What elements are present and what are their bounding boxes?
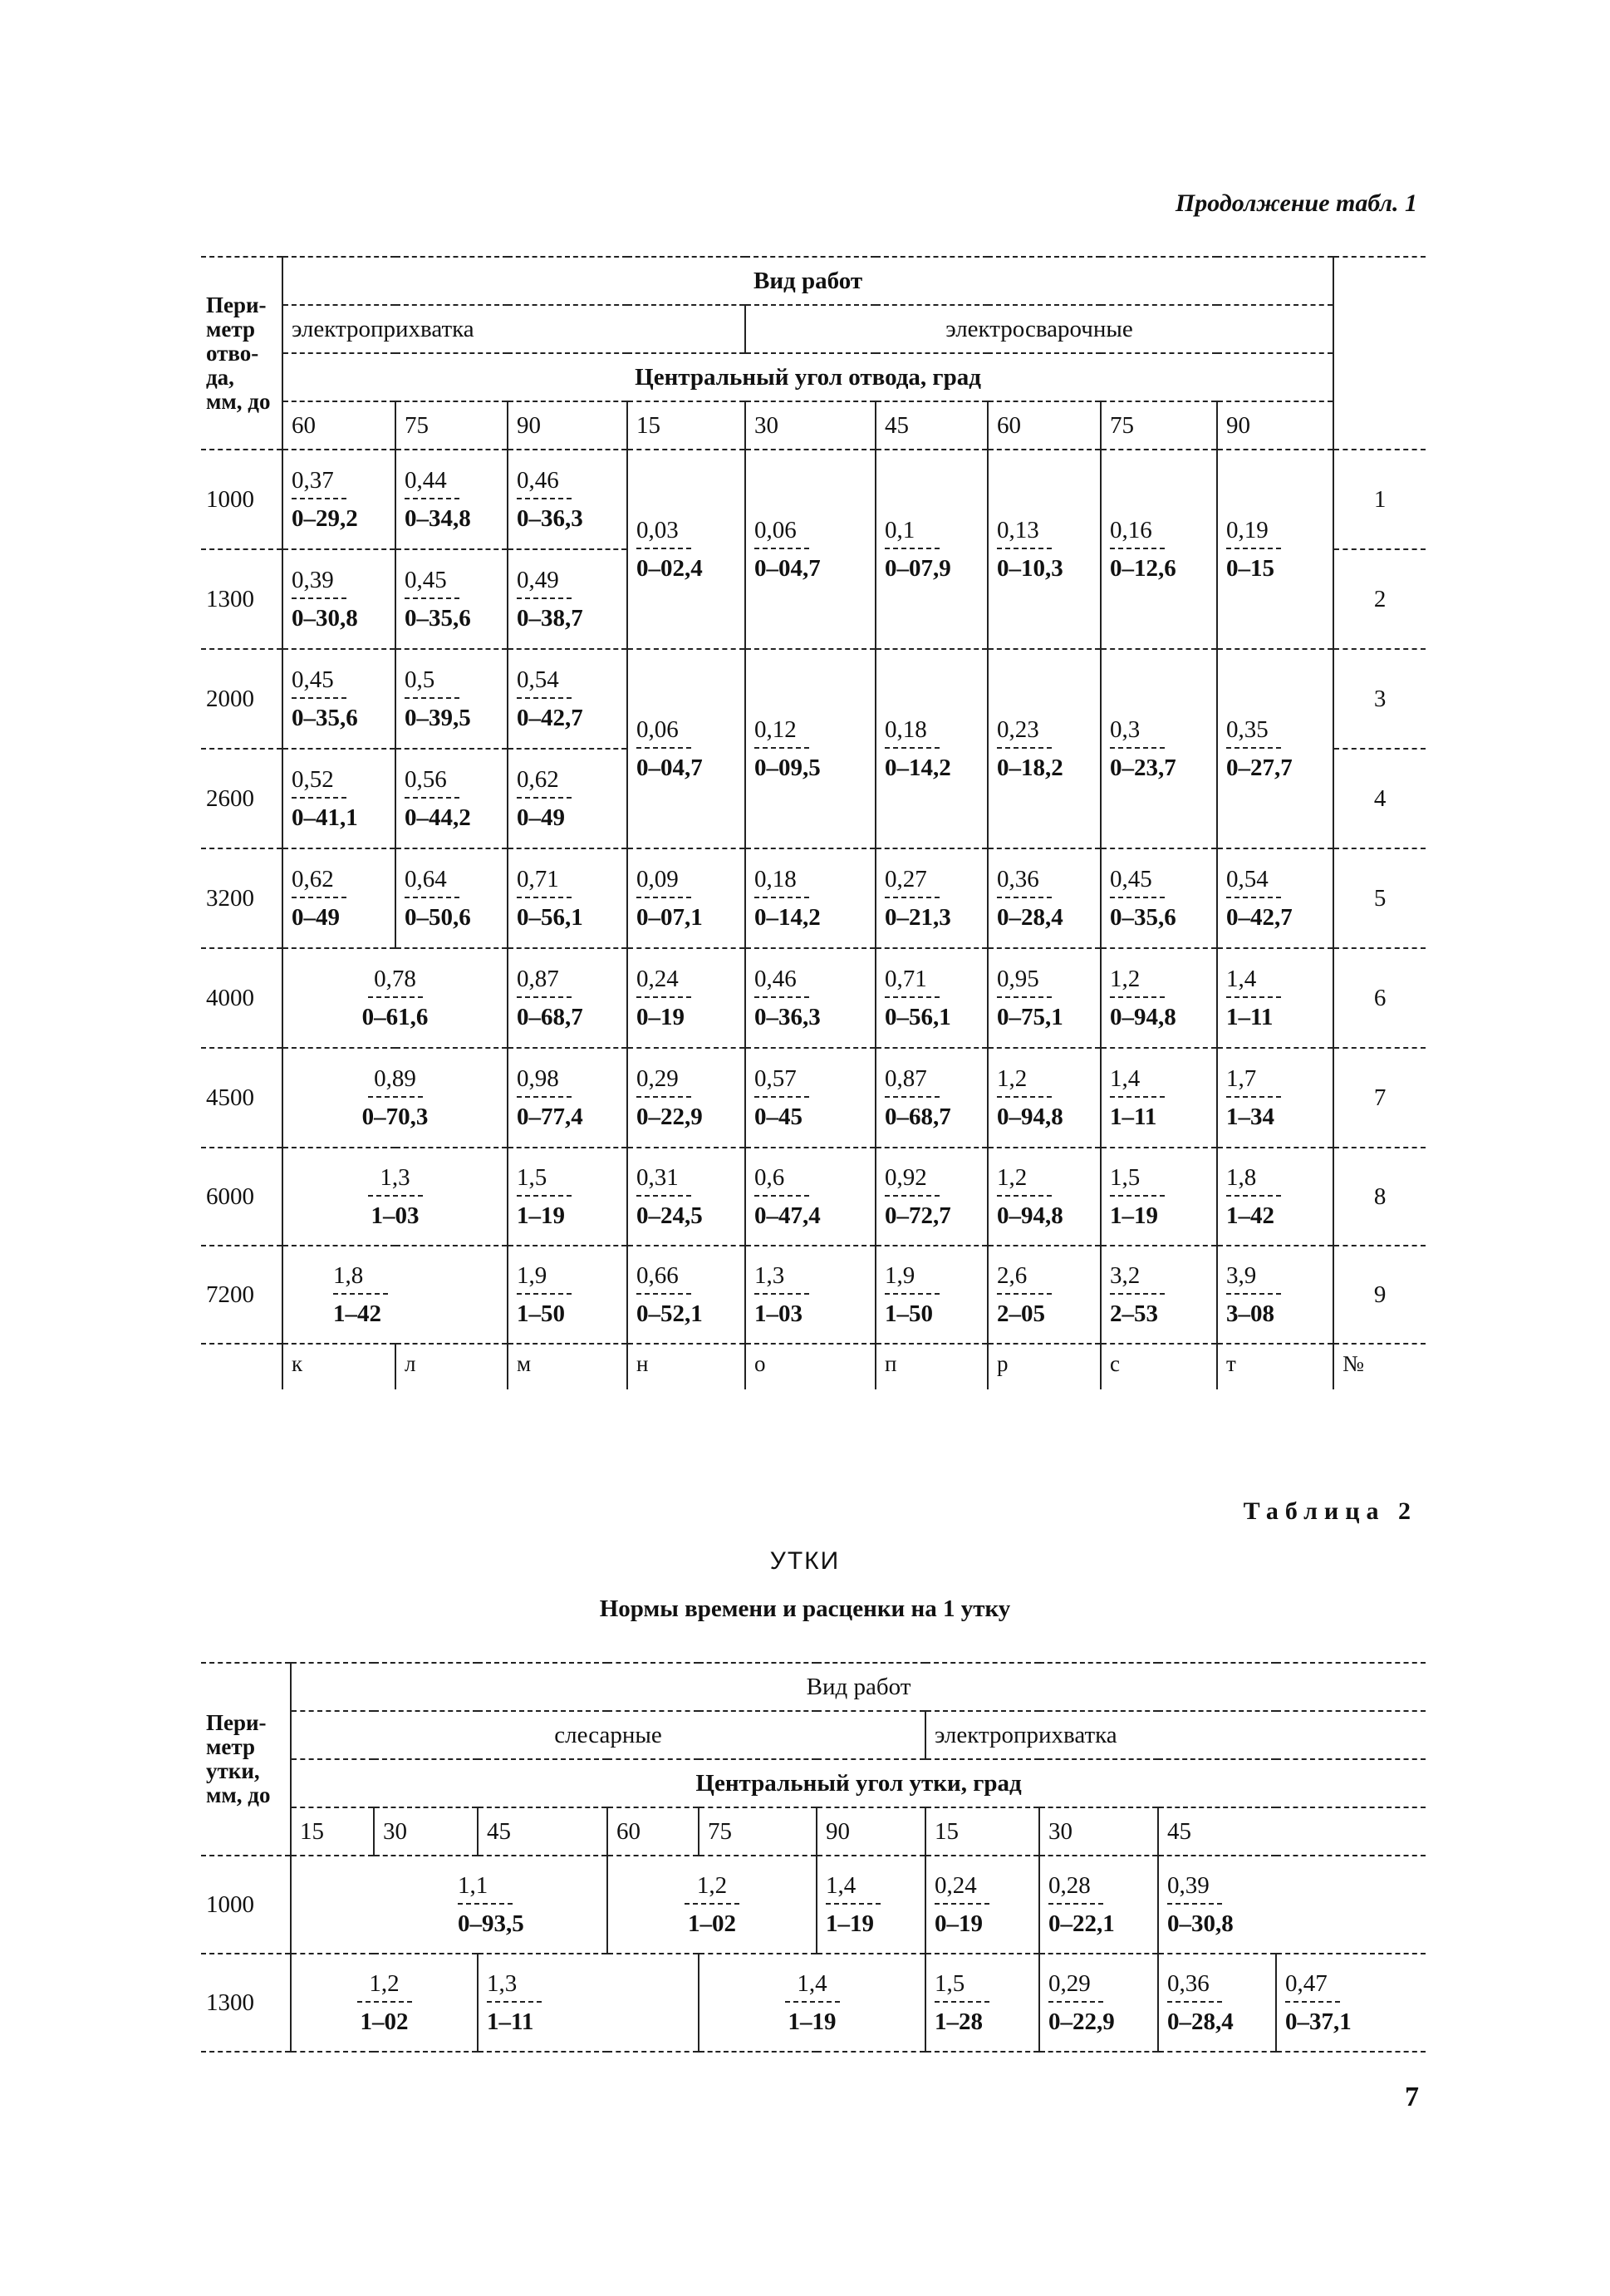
table-1 bbox=[201, 256, 1426, 1389]
angle-cell: 90 bbox=[817, 1807, 925, 1856]
value-cell: $\frac{1,5}{1-19}$ bbox=[1102, 1163, 1165, 1230]
perimeter-cell: 6000 bbox=[201, 1148, 282, 1246]
value-cell: $\frac{1,3}{1-03}$ bbox=[746, 1261, 809, 1328]
row-number: 7 bbox=[1333, 1048, 1426, 1148]
value-cell: $\frac{3,9}{3-08}$ bbox=[1218, 1261, 1281, 1328]
table-row bbox=[201, 1148, 1426, 1246]
table-row bbox=[201, 848, 1426, 948]
table2-side-header: Пери- метр утки, мм, до bbox=[201, 1663, 291, 1856]
value-cell: $\frac{3,2}{2-53}$ bbox=[1102, 1261, 1165, 1328]
value-cell: $\frac{1,8}{1-42}$ bbox=[283, 1261, 388, 1328]
value-cell: $\frac{1,4}{1-11}$ bbox=[1102, 1064, 1165, 1131]
value-cell: 1,2 1–02 bbox=[608, 1871, 816, 1938]
value-cell: $\frac{0,92}{0-72,7}$ bbox=[885, 1164, 951, 1229]
value-cell: 1,4 1–19 bbox=[699, 1969, 925, 2036]
perimeter-cell: 4500 bbox=[201, 1048, 282, 1148]
perimeter-cell: 4000 bbox=[201, 948, 282, 1048]
value-cell: $\frac{0,87}{0-68,7}$ bbox=[885, 1065, 951, 1130]
angle-cell: 15 bbox=[627, 401, 745, 450]
value-cell: $\frac{0,13}{0-10,3}$ bbox=[997, 517, 1063, 582]
value-cell: $\frac{0,06}{0-04,7}$ bbox=[636, 716, 703, 781]
value-cell: $\frac{0,24}{0-19}$ bbox=[926, 1871, 989, 1938]
column-letter: о bbox=[745, 1344, 876, 1389]
column-letter: с bbox=[1101, 1344, 1217, 1389]
table-row bbox=[201, 1246, 1426, 1344]
value-cell: $\frac{1,2}{0-94,8}$ bbox=[1110, 966, 1176, 1030]
value-cell: $\frac{0,98}{0-77,4}$ bbox=[517, 1065, 583, 1130]
row-number: 3 bbox=[1333, 649, 1426, 749]
page-number: 7 bbox=[1405, 2082, 1419, 2112]
table1-group-prikhvatka: электроприхватка bbox=[282, 305, 745, 353]
angle-cell: 30 bbox=[1039, 1807, 1158, 1856]
value-cell: $\frac{1,4}{1-19}$ bbox=[817, 1871, 881, 1938]
row-number: 6 bbox=[1333, 948, 1426, 1048]
value-cell: $\frac{0,18}{0-14,2}$ bbox=[885, 716, 951, 781]
table1-vid-rabot: Вид работ bbox=[282, 257, 1333, 305]
value-cell: $\frac{1,8}{1-42}$ bbox=[1218, 1163, 1281, 1230]
value-cell: 1,3 1–03 bbox=[283, 1163, 507, 1230]
column-letter: к bbox=[282, 1344, 395, 1389]
table2-group-slesarnye: слесарные bbox=[291, 1711, 925, 1759]
table-row bbox=[201, 1856, 1426, 1954]
angle-cell: 90 bbox=[508, 401, 627, 450]
angle-cell: 60 bbox=[282, 401, 395, 450]
value-cell: $\frac{0,31}{0-24,5}$ bbox=[636, 1164, 703, 1229]
value-cell: $\frac{0,36}{0-28,4}$ bbox=[1167, 1970, 1234, 2035]
value-cell: $\frac{0,95}{0-75,1}$ bbox=[997, 966, 1063, 1030]
table-2 bbox=[201, 1662, 1426, 2053]
angle-cell: 45 bbox=[478, 1807, 607, 1856]
value-cell: $\frac{0,09}{0-07,1}$ bbox=[636, 866, 703, 931]
row-number: 1 bbox=[1333, 450, 1426, 549]
value-cell: $\frac{0,36}{0-28,4}$ bbox=[997, 866, 1063, 931]
value-cell: $\frac{0,18}{0-14,2}$ bbox=[754, 866, 821, 931]
table1-group-svarochnye: электросварочные bbox=[745, 305, 1333, 353]
value-cell: $\frac{0,24}{0-19}$ bbox=[628, 965, 691, 1031]
value-cell: $\frac{0,52}{0-41,1}$ bbox=[292, 766, 358, 831]
value-cell: $\frac{1,9}{1-50}$ bbox=[508, 1261, 572, 1328]
angle-cell: 90 bbox=[1217, 401, 1333, 450]
perimeter-cell: 1300 bbox=[201, 1954, 291, 2052]
column-letter: л bbox=[395, 1344, 508, 1389]
value-cell: $\frac{0,29}{0-22,9}$ bbox=[636, 1065, 703, 1130]
table1-side-header: Пери- метр отво- да, мм, до bbox=[201, 257, 282, 450]
table-row bbox=[201, 1954, 1426, 2052]
value-cell: $\frac{0,39}{0-30,8}$ bbox=[1167, 1872, 1234, 1937]
value-cell: $\frac{0,62}{0-49}$ bbox=[283, 865, 346, 932]
angle-cell: 60 bbox=[988, 401, 1101, 450]
row-number: 5 bbox=[1333, 848, 1426, 948]
value-cell: $\frac{0,35}{0-27,7}$ bbox=[1226, 716, 1293, 781]
table2-group-prikhvatka: электроприхватка bbox=[925, 1711, 1426, 1759]
value-cell: $\frac{1,2}{0-94,8}$ bbox=[997, 1164, 1063, 1229]
perimeter-cell: 3200 bbox=[201, 848, 282, 948]
value-cell: $\frac{0,3}{0-23,7}$ bbox=[1110, 716, 1176, 781]
value-cell: $\frac{1,1}{0-93,5}$ bbox=[458, 1872, 524, 1937]
value-cell: $\frac{0,06}{0-04,7}$ bbox=[754, 517, 821, 582]
perimeter-cell: 1000 bbox=[201, 450, 282, 549]
value-cell: $\frac{0,23}{0-18,2}$ bbox=[997, 716, 1063, 781]
value-cell: $\frac{0,29}{0-22,9}$ bbox=[1048, 1970, 1115, 2035]
column-letter: р bbox=[988, 1344, 1101, 1389]
table-row bbox=[201, 649, 1426, 749]
value-cell: $\frac{0,19}{0-15}$ bbox=[1218, 516, 1281, 583]
value-cell: $\frac{0,03}{0-02,4}$ bbox=[636, 517, 703, 582]
value-cell: $\frac{0,87}{0-68,7}$ bbox=[517, 966, 583, 1030]
table-row bbox=[201, 1048, 1426, 1148]
angle-cell: 30 bbox=[374, 1807, 478, 1856]
value-cell: $\frac{2,6}{2-05}$ bbox=[989, 1261, 1052, 1328]
value-cell: $\frac{0,47}{0-37,1}$ bbox=[1285, 1970, 1352, 2035]
value-cell: $\frac{1,7}{1-34}$ bbox=[1218, 1064, 1281, 1131]
column-letter: м bbox=[508, 1344, 627, 1389]
angle-cell: 45 bbox=[1158, 1807, 1276, 1856]
angle-cell: 30 bbox=[745, 401, 876, 450]
angle-cell: 15 bbox=[291, 1807, 374, 1856]
value-cell: $\frac{0,45}{0-35,6}$ bbox=[292, 666, 358, 731]
value-cell: $\frac{0,27}{0-21,3}$ bbox=[885, 866, 951, 931]
row-number: 2 bbox=[1333, 549, 1426, 649]
value-cell: $\frac{1,5}{1-28}$ bbox=[926, 1969, 989, 2036]
table-row bbox=[201, 948, 1426, 1048]
value-cell: $\frac{1,9}{1-50}$ bbox=[876, 1261, 940, 1328]
perimeter-cell: 2000 bbox=[201, 649, 282, 749]
perimeter-cell: 1000 bbox=[201, 1856, 291, 1954]
value-cell: 0,78 0–61,6 bbox=[361, 966, 429, 1030]
column-letter: № bbox=[1333, 1344, 1426, 1389]
value-cell: $\frac{0,54}{0-42,7}$ bbox=[517, 666, 583, 731]
value-cell: $\frac{0,1}{0-07,9}$ bbox=[885, 517, 951, 582]
value-cell: 0,89 0–70,3 bbox=[361, 1065, 429, 1130]
value-cell: $\frac{0,54}{0-42,7}$ bbox=[1226, 866, 1293, 931]
perimeter-cell: 7200 bbox=[201, 1246, 282, 1344]
column-letter: т bbox=[1217, 1344, 1333, 1389]
value-cell: $\frac{0,66}{0-52,1}$ bbox=[636, 1262, 703, 1327]
value-cell: $\frac{0,62}{0-49}$ bbox=[508, 765, 572, 832]
angle-cell: 15 bbox=[925, 1807, 1039, 1856]
table1-rowno-header bbox=[1333, 257, 1426, 450]
value-cell: $\frac{0,16}{0-12,6}$ bbox=[1110, 517, 1176, 582]
value-cell: $\frac{0,37}{0-29,2}$ bbox=[292, 467, 358, 532]
value-cell: 1,2 1–02 bbox=[292, 1969, 477, 2036]
angle-cell: 75 bbox=[699, 1807, 817, 1856]
value-cell: $\frac{0,45}{0-35,6}$ bbox=[1110, 866, 1176, 931]
row-number: 8 bbox=[1333, 1148, 1426, 1246]
page-header: Продолжение табл. 1 bbox=[1175, 189, 1417, 217]
table2-angle-header: Центральный угол утки, град bbox=[291, 1759, 1426, 1807]
column-letter: п bbox=[876, 1344, 988, 1389]
value-cell: $\frac{0,39}{0-30,8}$ bbox=[292, 567, 358, 632]
angle-cell: 45 bbox=[876, 401, 988, 450]
table1-footer-row bbox=[201, 1344, 1426, 1389]
value-cell: $\frac{1,5}{1-19}$ bbox=[508, 1163, 572, 1230]
row-number: 9 bbox=[1333, 1246, 1426, 1344]
value-cell: $\frac{1,4}{1-11}$ bbox=[1218, 965, 1281, 1031]
column-letter: н bbox=[627, 1344, 745, 1389]
value-cell: $\frac{0,49}{0-38,7}$ bbox=[517, 567, 583, 632]
value-cell: $\frac{0,57}{0-45}$ bbox=[746, 1064, 809, 1131]
value-cell: $\frac{0,71}{0-56,1}$ bbox=[517, 866, 583, 931]
value-cell: $\frac{0,44}{0-34,8}$ bbox=[405, 467, 471, 532]
value-cell: $\frac{0,46}{0-36,3}$ bbox=[517, 467, 583, 532]
table1-angle-header: Центральный угол отвода, град bbox=[282, 353, 1333, 401]
angle-cell: 75 bbox=[1101, 401, 1217, 450]
value-cell: $\frac{0,5}{0-39,5}$ bbox=[405, 666, 471, 731]
value-cell: $\frac{0,56}{0-44,2}$ bbox=[405, 766, 471, 831]
value-cell: $\frac{0,6}{0-47,4}$ bbox=[754, 1164, 821, 1229]
value-cell: $\frac{0,28}{0-22,1}$ bbox=[1048, 1872, 1115, 1937]
angle-cell: 75 bbox=[395, 401, 508, 450]
table2-title: УТКИ bbox=[769, 1547, 841, 1575]
table2-subtitle: Нормы времени и расценки на 1 утку bbox=[599, 1595, 1011, 1622]
table2-label: Таблица 2 bbox=[1243, 1497, 1417, 1525]
perimeter-cell: 1300 bbox=[201, 549, 282, 649]
angle-cell: 60 bbox=[607, 1807, 699, 1856]
table-row bbox=[201, 450, 1426, 549]
value-cell: $\frac{1,3}{1-11}$ bbox=[479, 1969, 542, 2036]
value-cell: $\frac{0,46}{0-36,3}$ bbox=[754, 966, 821, 1030]
value-cell: $\frac{0,45}{0-35,6}$ bbox=[405, 567, 471, 632]
value-cell: $\frac{0,12}{0-09,5}$ bbox=[754, 716, 821, 781]
perimeter-cell: 2600 bbox=[201, 749, 282, 848]
value-cell: $\frac{0,64}{0-50,6}$ bbox=[405, 866, 471, 931]
row-number: 4 bbox=[1333, 749, 1426, 848]
value-cell: $\frac{1,2}{0-94,8}$ bbox=[997, 1065, 1063, 1130]
value-cell: $\frac{0,71}{0-56,1}$ bbox=[885, 966, 951, 1030]
table2-vid-rabot: Вид работ bbox=[291, 1663, 1426, 1711]
